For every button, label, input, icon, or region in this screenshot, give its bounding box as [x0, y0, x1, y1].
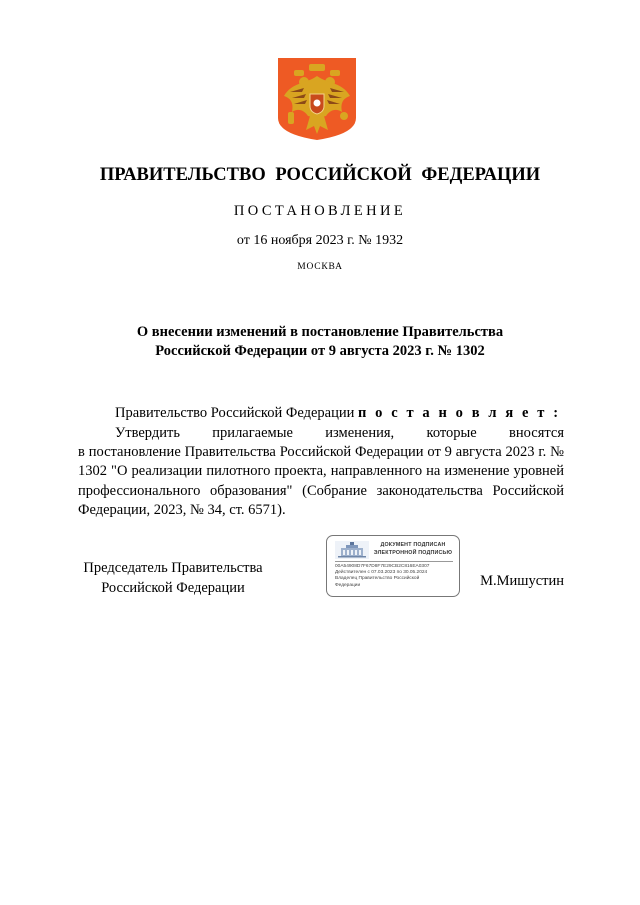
stamp-details — [335, 564, 429, 589]
paragraph-first-line: Утвердить прилагаемые изменения, которые вносятся — [115, 425, 564, 441]
coat-of-arms-icon — [276, 56, 358, 142]
stamp-title — [369, 541, 457, 557]
document-date-number: от 16 ноября 2023 г. № 1932 — [236, 233, 404, 248]
subject-line-2: Российской Федерации от 9 августа 2023 г. № 1302 — [155, 343, 485, 359]
stamp-owner-line-1: Владелец Правительство Российской — [335, 576, 420, 582]
resolves-word: п о с т а н о в л я е т : — [357, 405, 561, 421]
stamp-validity: Действителен с 07.03.2023 по 30.05.2024 — [335, 570, 428, 576]
document-subject — [0, 323, 640, 361]
preamble — [78, 404, 564, 423]
stamp-title-line-2: ЭЛЕКТРОННОЙ ПОДПИСЬЮ — [373, 550, 453, 556]
government-building-icon — [335, 541, 369, 559]
stamp-title-line-1: ДОКУМЕНТ ПОДПИСАН — [380, 542, 446, 548]
government-name: ПРАВИТЕЛЬСТВО РОССИЙСКОЙ ФЕДЕРАЦИИ — [99, 165, 541, 185]
stamp-owner-line-2: Федерации — [335, 582, 361, 588]
position-line-1: Председатель Правительства — [83, 560, 263, 576]
document-type: ПОСТАНОВЛЕНИЕ — [233, 203, 407, 219]
signatory-position — [78, 559, 268, 598]
signatory-name: М.Мишустин — [480, 573, 564, 589]
stamp-certificate: 00A54908D7F67D8F7E29CB2C816EA0307 — [335, 564, 430, 569]
position-line-2: Российской Федерации — [101, 579, 245, 596]
subject-line-1: О внесении изменений в постановление Правительства — [136, 324, 504, 340]
electronic-signature-stamp — [326, 535, 460, 597]
stamp-divider — [335, 561, 453, 562]
document-city: МОСКВА — [297, 262, 343, 272]
resolution-paragraph — [78, 424, 564, 520]
paragraph-text: в постановление Правительства Российской Федерации от 9 августа 2023 г. № 1302 "О реализации пилотного проекта, направленного на изменение уровней профессионального образования" (Собрание законодательства Российской Федерации, 2023, № 34, ст. 6571). — [78, 444, 564, 518]
preamble-text: Правительство Российской Федерации — [115, 405, 358, 421]
